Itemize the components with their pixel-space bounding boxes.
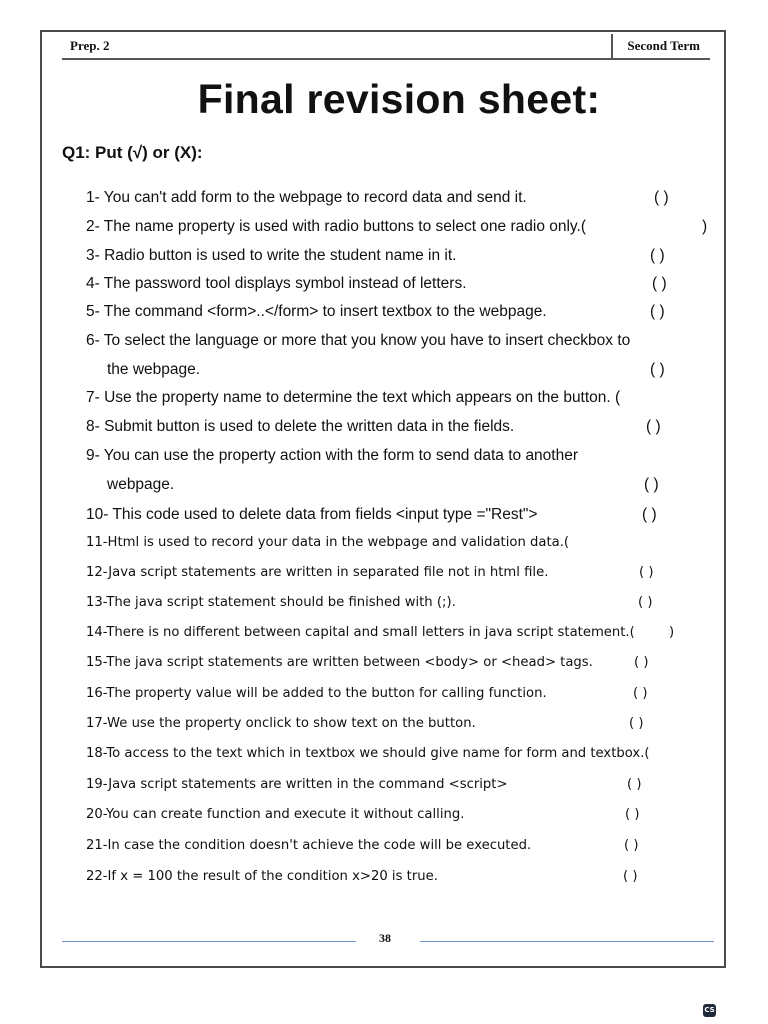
- question-item: [86, 807, 714, 822]
- answer-parentheses[interactable]: ): [702, 218, 708, 235]
- question-text: 8- Submit button is used to delete the written data in the fields.: [86, 418, 515, 435]
- question-item: [86, 303, 714, 321]
- question-text: 20-You can create function and execute it without calling.: [86, 807, 465, 822]
- question-text: 18-To access to the text which in textbox we should give name for form and textbox.(: [86, 746, 650, 761]
- answer-parentheses[interactable]: ( ): [629, 716, 644, 731]
- question-continuation: [86, 361, 714, 379]
- answer-parentheses[interactable]: ( ): [642, 506, 657, 523]
- question-text: 5- The command <form>..</form> to insert textbox to the webpage.: [86, 303, 547, 320]
- footer-line-left: [62, 941, 356, 942]
- question-text: 16-The property value will be added to the button for calling function.: [86, 686, 547, 701]
- answer-parentheses[interactable]: ( ): [625, 807, 640, 822]
- question-text: 15-The java script statements are written between <body> or <head> tags.: [86, 655, 593, 670]
- camscanner-logo: CS: [703, 1004, 716, 1017]
- question-item: [86, 625, 714, 640]
- question-text: 11-Html is used to record your data in the webpage and validation data.(: [86, 535, 570, 550]
- question-item: [86, 332, 714, 350]
- answer-parentheses[interactable]: ( ): [654, 189, 669, 206]
- answer-parentheses[interactable]: ( ): [646, 418, 661, 435]
- answer-parentheses[interactable]: ( ): [627, 777, 642, 792]
- question-item: [86, 218, 714, 236]
- question-item: [86, 389, 714, 407]
- header-underline: [62, 58, 710, 60]
- question-text: 6- To select the language or more that you know you have to insert checkbox to: [86, 332, 631, 349]
- answer-parentheses[interactable]: ( ): [652, 275, 667, 292]
- answer-parentheses[interactable]: ( ): [644, 476, 659, 493]
- question-continuation: [86, 476, 714, 494]
- header-grade: Prep. 2: [70, 38, 110, 53]
- question-text: 7- Use the property name to determine the text which appears on the button. (: [86, 389, 621, 406]
- question-item: [86, 746, 714, 761]
- footer-line-right: [420, 941, 714, 942]
- question-heading: Q1: Put (√) or (X):: [62, 143, 203, 162]
- question-text: 10- This code used to delete data from fields <input type ="Rest">: [86, 506, 538, 523]
- page-header: [62, 34, 710, 58]
- header-term: Second Term: [627, 38, 700, 53]
- question-text: 22-If x = 100 the result of the condition x>20 is true.: [86, 869, 438, 884]
- question-item: [86, 595, 714, 610]
- question-item: [86, 777, 714, 792]
- page-border: [40, 30, 726, 968]
- answer-parentheses[interactable]: ( ): [639, 565, 654, 580]
- question-text: 4- The password tool displays symbol instead of letters.: [86, 275, 467, 292]
- question-item: [86, 506, 714, 524]
- answer-parentheses[interactable]: ( ): [624, 838, 639, 853]
- question-item: [86, 716, 714, 731]
- question-text: 17-We use the property onclick to show text on the button.: [86, 716, 476, 731]
- question-text: 13-The java script statement should be finished with (;).: [86, 595, 456, 610]
- question-text: 1- You can't add form to the webpage to record data and send it.: [86, 189, 527, 206]
- question-text: 9- You can use the property action with the form to send data to another: [86, 447, 579, 464]
- answer-parentheses[interactable]: ( ): [633, 686, 648, 701]
- question-item: [86, 535, 714, 550]
- answer-parentheses[interactable]: ): [669, 625, 675, 640]
- question-item: [86, 247, 714, 265]
- question-text: 14-There is no different between capital and small letters in java script statement.(: [86, 625, 635, 640]
- answer-parentheses[interactable]: ( ): [638, 595, 653, 610]
- question-item: [86, 869, 714, 884]
- question-text: 21-In case the condition doesn't achieve the code will be executed.: [86, 838, 532, 853]
- answer-parentheses[interactable]: ( ): [623, 869, 638, 884]
- question-text: 19-Java script statements are written in the command <script>: [86, 777, 508, 792]
- question-continuation-text: the webpage.: [107, 361, 201, 378]
- question-text: 2- The name property is used with radio buttons to select one radio only.(: [86, 218, 587, 235]
- page-title: Final revision sheet:: [197, 76, 601, 122]
- question-item: [86, 447, 714, 465]
- page-number: 38: [379, 931, 391, 945]
- question-item: [86, 655, 714, 670]
- question-item: [86, 418, 714, 436]
- answer-parentheses[interactable]: ( ): [650, 361, 665, 378]
- question-item: [86, 189, 714, 207]
- question-item: [86, 565, 714, 580]
- question-item: [86, 275, 714, 293]
- answer-parentheses[interactable]: ( ): [634, 655, 649, 670]
- question-item: [86, 838, 714, 853]
- question-text: 12-Java script statements are written in separated file not in html file.: [86, 565, 549, 580]
- answer-parentheses[interactable]: ( ): [650, 303, 665, 320]
- question-item: [86, 686, 714, 701]
- answer-parentheses[interactable]: ( ): [650, 247, 665, 264]
- header-divider: [611, 34, 613, 58]
- question-continuation-text: webpage.: [107, 476, 175, 493]
- question-text: 3- Radio button is used to write the student name in it.: [86, 247, 457, 264]
